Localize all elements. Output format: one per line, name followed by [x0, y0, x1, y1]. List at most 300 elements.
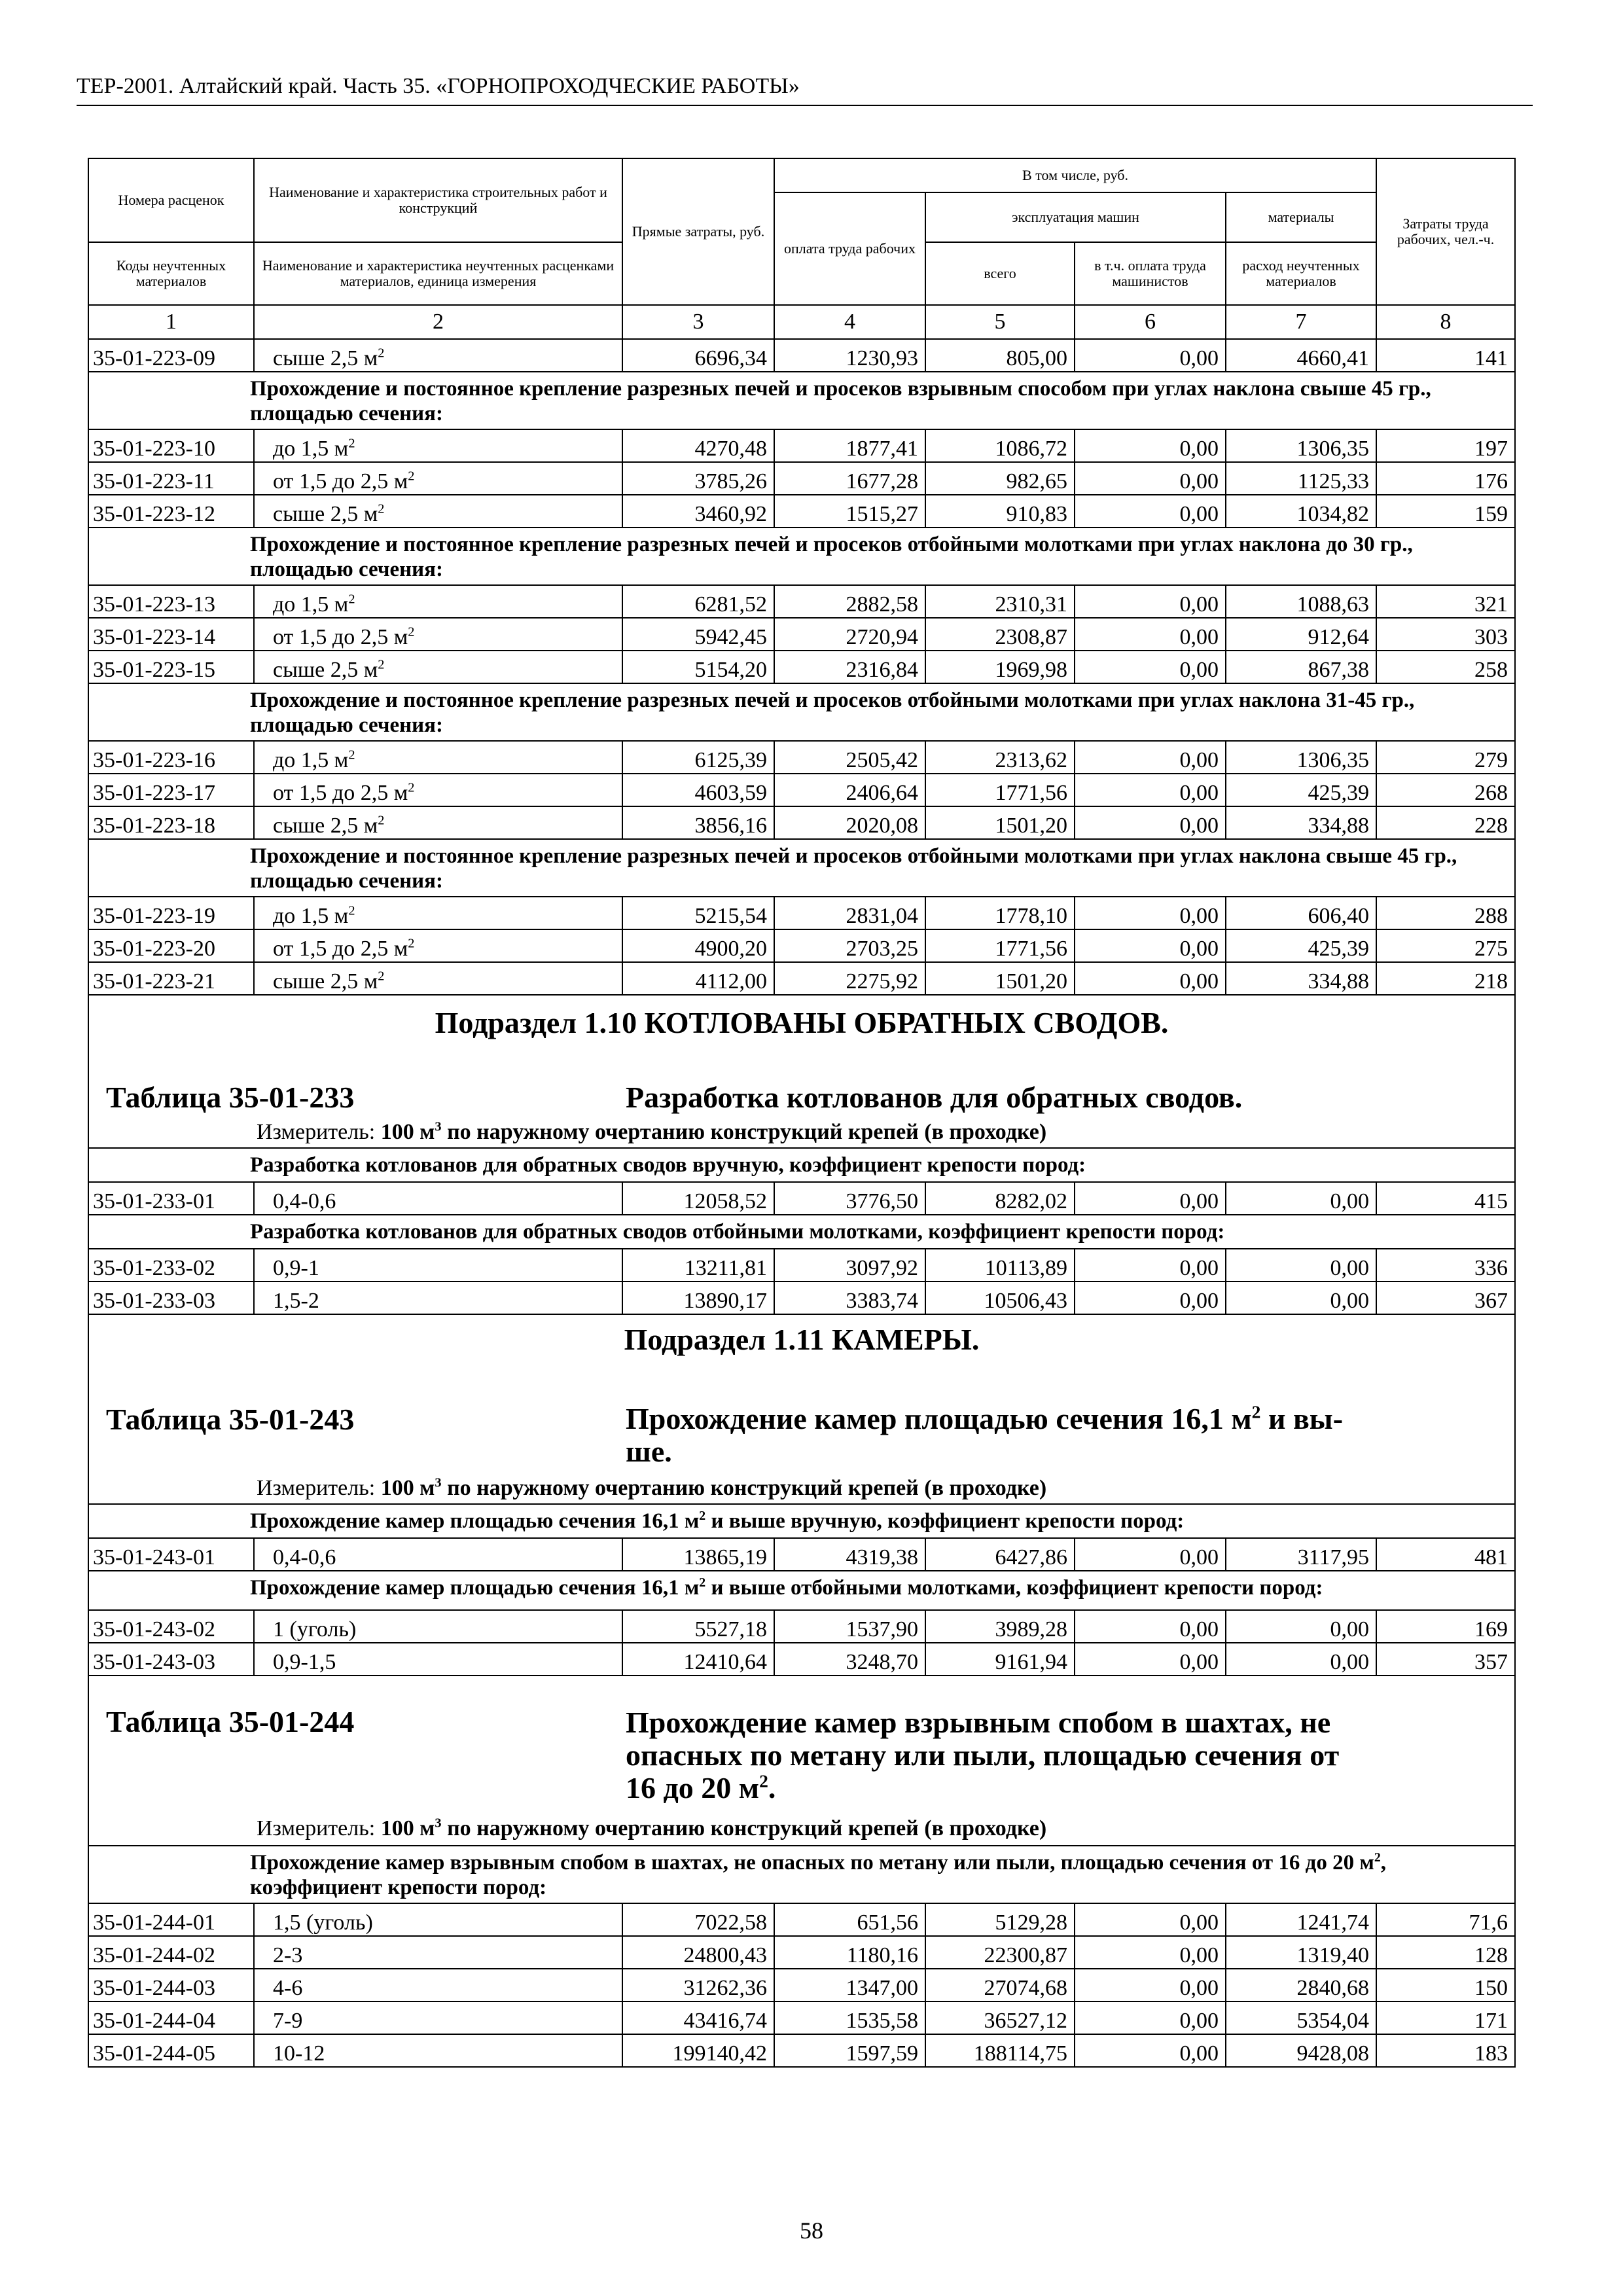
cell-text: 35-01-223-19	[93, 904, 215, 928]
cell-work-description	[254, 1538, 622, 1571]
group-heading-row	[88, 839, 1515, 897]
cell-text: 1306,35	[1296, 748, 1370, 772]
cell-text: 4603,59	[694, 781, 767, 805]
cell-worker-pay	[774, 462, 925, 495]
cell-work-description	[254, 741, 622, 774]
cell-direct-costs	[622, 1903, 774, 1936]
cell-labor-hours	[1376, 585, 1515, 618]
cell-work-description	[254, 897, 622, 929]
cell-work-description	[254, 962, 622, 995]
cell-worker-pay	[774, 962, 925, 995]
cell-text: 36527,12	[984, 2009, 1067, 2033]
table-row	[88, 429, 1515, 462]
group-heading: Прохождение и постоянное крепление разрезных печей и просеков отбойными молотками при углах наклона 31-45 гр., площадью сечения:	[88, 683, 1515, 741]
cell-worker-pay	[774, 929, 925, 962]
cell-text: 3785,26	[694, 469, 767, 493]
cell-worker-pay	[774, 806, 925, 839]
cell-work-description	[254, 585, 622, 618]
cell-text: 2313,62	[995, 748, 1067, 772]
cell-labor-hours	[1376, 962, 1515, 995]
cell-direct-costs	[622, 2034, 774, 2067]
cell-text: 128	[1474, 1943, 1508, 1967]
cell-work-description	[254, 806, 622, 839]
table-row	[88, 897, 1515, 929]
table-row	[88, 741, 1515, 774]
cell-text: от 1,5 до 2,5 м	[273, 469, 408, 493]
column-numbers-row	[88, 305, 1515, 339]
cell-text: 0,4-0,6	[273, 1189, 336, 1213]
cell-labor-hours	[1376, 1936, 1515, 1969]
table-row	[88, 651, 1515, 683]
cell-machinist-pay	[1075, 897, 1226, 929]
cell-text: 0,00	[1179, 1650, 1219, 1674]
cell-labor-hours	[1376, 651, 1515, 683]
cell-text: 1501,20	[995, 814, 1067, 838]
cell-text: 31262,36	[683, 1976, 767, 2000]
cell-text: до 1,5 м	[273, 904, 349, 928]
cell-machines-total	[925, 962, 1075, 995]
header-materials: материалы	[1226, 192, 1376, 242]
cell-machinist-pay	[1075, 1936, 1226, 1969]
cell-rate-code	[88, 2001, 254, 2034]
unit-superscript: 2	[378, 813, 385, 828]
unit-superscript: 2	[408, 936, 415, 951]
cell-text: 159	[1474, 502, 1508, 526]
cell-machines-total	[925, 1182, 1075, 1215]
table-row	[88, 774, 1515, 806]
cell-text: 0,00	[1179, 625, 1219, 649]
column-number: 2	[254, 305, 622, 339]
header-labor-hours: Затраты труда рабочих, чел.-ч.	[1376, 158, 1515, 305]
cell-machines-total	[925, 1538, 1075, 1571]
group-heading-row	[88, 1504, 1515, 1538]
cell-machinist-pay	[1075, 1903, 1226, 1936]
cell-text: 2310,31	[995, 592, 1067, 617]
cell-text: 982,65	[1006, 469, 1067, 493]
cell-text: сыше 2,5 м	[273, 346, 378, 370]
cell-materials-cost	[1226, 1969, 1376, 2001]
unit-superscript: 2	[348, 436, 355, 451]
cell-direct-costs	[622, 806, 774, 839]
cell-machines-total	[925, 929, 1075, 962]
cell-machines-total	[925, 741, 1075, 774]
cell-materials-cost	[1226, 962, 1376, 995]
cell-text: 188114,75	[973, 2041, 1067, 2066]
table-title: Прохождение камер площадью сечения 16,1 $м^2$ и вы- ше.	[626, 1401, 1344, 1468]
measure-line: Измеритель: 100 $м^3$ по наружному очертанию конструкций крепей (в проходке)	[257, 1475, 1047, 1500]
cell-text: 1 (уголь)	[273, 1617, 357, 1641]
cell-rate-code	[88, 1643, 254, 1676]
header-material-names: Наименование и характеристика неучтенных расценками материалов, единица измерения	[254, 242, 622, 305]
cell-text: 1535,58	[846, 2009, 918, 2033]
cell-worker-pay	[774, 1610, 925, 1643]
cell-text: 10506,43	[984, 1289, 1067, 1313]
cell-materials-cost	[1226, 1538, 1376, 1571]
cell-text: 0,00	[1179, 1910, 1219, 1935]
cell-direct-costs	[622, 339, 774, 372]
cell-text: 1180,16	[846, 1943, 918, 1967]
column-number: 7	[1226, 305, 1376, 339]
cell-text: 35-01-223-11	[93, 469, 215, 493]
cell-work-description	[254, 1610, 622, 1643]
cell-text: 27074,68	[984, 1976, 1067, 2000]
cell-machinist-pay	[1075, 929, 1226, 962]
cell-text: 0,00	[1179, 346, 1219, 370]
cell-direct-costs	[622, 618, 774, 651]
cell-text: 183	[1474, 2041, 1508, 2066]
cell-labor-hours	[1376, 1969, 1515, 2001]
cell-text: 303	[1474, 625, 1508, 649]
cell-machines-total	[925, 618, 1075, 651]
cell-text: 35-01-223-14	[93, 625, 215, 649]
cell-labor-hours	[1376, 1249, 1515, 1282]
table-row	[88, 1249, 1515, 1282]
cell-text: 367	[1474, 1289, 1508, 1313]
cell-text: 1597,59	[846, 2041, 918, 2066]
cell-machinist-pay	[1075, 1610, 1226, 1643]
cell-worker-pay	[774, 1182, 925, 1215]
cell-text: 35-01-244-04	[93, 2009, 215, 2033]
cell-text: 35-01-243-02	[93, 1617, 215, 1641]
table-number: Таблица 35-01-243	[106, 1403, 355, 1436]
cell-text: 6427,86	[995, 1545, 1067, 1570]
cell-text: 9161,94	[995, 1650, 1067, 1674]
cell-materials-cost	[1226, 774, 1376, 806]
cell-machinist-pay	[1075, 1182, 1226, 1215]
cell-text: 1347,00	[846, 1976, 918, 2000]
header-rule	[77, 105, 1533, 106]
group-heading-row	[88, 528, 1515, 585]
unit-superscript: 2	[378, 657, 385, 672]
cell-text: 1969,98	[995, 658, 1067, 682]
cell-worker-pay	[774, 618, 925, 651]
cell-materials-cost	[1226, 1282, 1376, 1314]
cell-text: 0,00	[1179, 592, 1219, 617]
cell-text: 1241,74	[1296, 1910, 1370, 1935]
group-heading: Разработка котлованов для обратных сводов вручную, коэффициент крепости пород:	[88, 1148, 1515, 1182]
group-heading-row	[88, 372, 1515, 429]
cell-rate-code	[88, 1282, 254, 1314]
group-heading: Разработка котлованов для обратных сводов отбойными молотками, коэффициент крепости пород:	[88, 1215, 1515, 1249]
cell-text: 35-01-244-01	[93, 1910, 215, 1935]
cell-labor-hours	[1376, 774, 1515, 806]
cell-text: 334,88	[1308, 814, 1370, 838]
unit-superscript: 2	[348, 592, 355, 607]
cell-materials-cost	[1226, 2001, 1376, 2034]
cell-machinist-pay	[1075, 1538, 1226, 1571]
cell-text: 228	[1474, 814, 1508, 838]
cell-labor-hours	[1376, 1643, 1515, 1676]
cell-work-description	[254, 1182, 622, 1215]
cell-text: 35-01-244-02	[93, 1943, 215, 1967]
cell-work-description	[254, 495, 622, 528]
cell-rate-code	[88, 339, 254, 372]
cell-worker-pay	[774, 1538, 925, 1571]
cell-text: 3460,92	[694, 502, 767, 526]
cell-rate-code	[88, 774, 254, 806]
unit-superscript: 2	[348, 903, 355, 918]
unit-superscript: 2	[408, 469, 415, 484]
cell-machines-total	[925, 806, 1075, 839]
cell-text: 35-01-233-02	[93, 1256, 215, 1280]
cell-labor-hours	[1376, 618, 1515, 651]
cell-machinist-pay	[1075, 462, 1226, 495]
cell-text: 481	[1474, 1545, 1508, 1570]
cell-machinist-pay	[1075, 1282, 1226, 1314]
cell-worker-pay	[774, 741, 925, 774]
cell-text: 7-9	[273, 2009, 303, 2033]
cell-text: до 1,5 м	[273, 748, 349, 772]
cell-text: 6281,52	[694, 592, 767, 617]
cell-worker-pay	[774, 1282, 925, 1314]
cell-text: 425,39	[1308, 781, 1370, 805]
cell-text: 5942,45	[694, 625, 767, 649]
cell-text: 606,40	[1308, 904, 1370, 928]
cell-text: 13211,81	[684, 1256, 767, 1280]
cell-direct-costs	[622, 897, 774, 929]
cell-labor-hours	[1376, 462, 1515, 495]
cell-machines-total	[925, 462, 1075, 495]
cell-machinist-pay	[1075, 585, 1226, 618]
cell-machinist-pay	[1075, 1969, 1226, 2001]
cell-text: 12410,64	[683, 1650, 767, 1674]
cell-text: 3383,74	[846, 1289, 918, 1313]
cell-text: 0,00	[1179, 1943, 1219, 1967]
cell-labor-hours	[1376, 1610, 1515, 1643]
cell-text: 35-01-223-17	[93, 781, 215, 805]
cell-direct-costs	[622, 1643, 774, 1676]
cell-work-description	[254, 1969, 622, 2001]
cell-rate-code	[88, 806, 254, 839]
cell-text: 0,00	[1179, 469, 1219, 493]
cell-direct-costs	[622, 495, 774, 528]
cell-labor-hours	[1376, 2034, 1515, 2067]
cell-text: 43416,74	[683, 2009, 767, 2033]
group-heading: Прохождение и постоянное крепление разрезных печей и просеков отбойными молотками при углах наклона до 30 гр., площадью сечения:	[88, 528, 1515, 585]
cell-machinist-pay	[1075, 339, 1226, 372]
cell-machines-total	[925, 897, 1075, 929]
table-row	[88, 1969, 1515, 2001]
cell-text: 321	[1474, 592, 1508, 617]
cell-machinist-pay	[1075, 741, 1226, 774]
cell-worker-pay	[774, 2034, 925, 2067]
cell-direct-costs	[622, 462, 774, 495]
cell-rate-code	[88, 1249, 254, 1282]
cell-rate-code	[88, 741, 254, 774]
cell-work-description	[254, 2001, 622, 2034]
cell-text: 288	[1474, 904, 1508, 928]
cell-text: 1877,41	[846, 437, 918, 461]
cell-text: 2020,08	[846, 814, 918, 838]
cell-machinist-pay	[1075, 806, 1226, 839]
cell-text: 10113,89	[984, 1256, 1067, 1280]
cell-text: 1,5-2	[273, 1289, 319, 1313]
cell-materials-cost	[1226, 585, 1376, 618]
cell-worker-pay	[774, 1249, 925, 1282]
cell-text: 4-6	[273, 1976, 303, 2000]
cell-machinist-pay	[1075, 618, 1226, 651]
cell-text: 8282,02	[995, 1189, 1067, 1213]
cell-text: от 1,5 до 2,5 м	[273, 937, 408, 961]
cell-text: 2505,42	[846, 748, 918, 772]
cell-work-description	[254, 2034, 622, 2067]
cell-materials-cost	[1226, 495, 1376, 528]
cell-work-description	[254, 339, 622, 372]
cell-text: 2275,92	[846, 969, 918, 994]
cell-text: 5215,54	[694, 904, 767, 928]
cell-text: 5129,28	[995, 1910, 1067, 1935]
cell-text: 0,00	[1179, 502, 1219, 526]
table-233-header-block	[88, 995, 1515, 1148]
cell-rate-code	[88, 1936, 254, 1969]
measure-line: Измеритель: 100 $м^3$ по наружному очертанию конструкций крепей (в проходке)	[257, 1816, 1047, 1840]
cell-worker-pay	[774, 897, 925, 929]
header-machinist-pay: в т.ч. оплата труда машинистов	[1075, 242, 1226, 305]
cell-text: 2308,87	[995, 625, 1067, 649]
cell-worker-pay	[774, 774, 925, 806]
header-machine-operation: эксплуатация машин	[925, 192, 1226, 242]
cell-text: 5154,20	[694, 658, 767, 682]
cell-materials-cost	[1226, 1182, 1376, 1215]
cell-work-description	[254, 1903, 622, 1936]
cell-machines-total	[925, 1936, 1075, 1969]
column-number: 6	[1075, 305, 1226, 339]
table-title: Прохождение камер взрывным спобом в шахтах, не опасных по метану или пыли, площадью сечения от 16 до 20 $м^2$.	[626, 1706, 1340, 1804]
cell-text: 199140,42	[672, 2041, 767, 2066]
cell-direct-costs	[622, 774, 774, 806]
cell-labor-hours	[1376, 339, 1515, 372]
cell-machinist-pay	[1075, 1643, 1226, 1676]
cell-text: 1319,40	[1296, 1943, 1370, 1967]
cell-direct-costs	[622, 929, 774, 962]
cell-text: 4112,00	[695, 969, 767, 994]
cell-text: 2831,04	[846, 904, 918, 928]
cell-text: 13890,17	[683, 1289, 767, 1313]
column-number: 5	[925, 305, 1075, 339]
cell-rate-code	[88, 2034, 254, 2067]
cell-text: 0,9-1,5	[273, 1650, 336, 1674]
cell-text: 35-01-233-03	[93, 1289, 215, 1313]
header-rate-numbers: Номера расценок	[88, 158, 254, 242]
cell-labor-hours	[1376, 1903, 1515, 1936]
cell-text: 0,00	[1179, 937, 1219, 961]
cell-text: 425,39	[1308, 937, 1370, 961]
cell-text: 0,00	[1179, 748, 1219, 772]
cell-machines-total	[925, 585, 1075, 618]
cell-text: 415	[1474, 1189, 1508, 1213]
cell-text: 4319,38	[846, 1545, 918, 1570]
cell-materials-cost	[1226, 339, 1376, 372]
cell-text: 0,00	[1330, 1256, 1370, 1280]
cell-text: 171	[1474, 2009, 1508, 2033]
header-including: В том числе, руб.	[774, 158, 1376, 192]
cell-materials-cost	[1226, 618, 1376, 651]
cell-work-description	[254, 1282, 622, 1314]
column-number: 3	[622, 305, 774, 339]
cell-text: от 1,5 до 2,5 м	[273, 625, 408, 649]
cell-machinist-pay	[1075, 962, 1226, 995]
cell-text: 1306,35	[1296, 437, 1370, 461]
cell-work-description	[254, 651, 622, 683]
cell-text: 651,56	[857, 1910, 918, 1935]
table-row	[88, 1282, 1515, 1314]
table-row	[88, 1610, 1515, 1643]
group-heading-row	[88, 1215, 1515, 1249]
cell-labor-hours	[1376, 806, 1515, 839]
cell-text: 0,00	[1179, 1976, 1219, 2000]
cell-text: 1677,28	[846, 469, 918, 493]
cell-materials-cost	[1226, 806, 1376, 839]
cell-materials-cost	[1226, 651, 1376, 683]
cell-text: 336	[1474, 1256, 1508, 1280]
cell-text: 0,00	[1179, 437, 1219, 461]
table-row	[88, 806, 1515, 839]
cell-text: 12058,52	[683, 1189, 767, 1213]
header-material-codes: Коды неучтенных материалов	[88, 242, 254, 305]
table-row	[88, 618, 1515, 651]
cell-text: 0,00	[1179, 814, 1219, 838]
cell-text: 35-01-243-03	[93, 1650, 215, 1674]
group-heading-row	[88, 683, 1515, 741]
cell-labor-hours	[1376, 1538, 1515, 1571]
cell-machinist-pay	[1075, 774, 1226, 806]
cell-materials-cost	[1226, 1936, 1376, 1969]
cell-text: 1086,72	[995, 437, 1067, 461]
cell-text: 0,00	[1179, 2041, 1219, 2066]
cell-text: 35-01-223-12	[93, 502, 215, 526]
group-heading-row	[88, 1846, 1515, 1903]
cell-text: до 1,5 м	[273, 437, 349, 461]
cell-direct-costs	[622, 1538, 774, 1571]
cell-text: 0,00	[1179, 658, 1219, 682]
cell-text: 150	[1474, 1976, 1508, 2000]
cell-machinist-pay	[1075, 429, 1226, 462]
cell-work-description	[254, 774, 622, 806]
unit-superscript: 2	[408, 780, 415, 795]
cell-direct-costs	[622, 1610, 774, 1643]
cell-text: 279	[1474, 748, 1508, 772]
page-number: 58	[800, 2217, 823, 2244]
cell-direct-costs	[622, 429, 774, 462]
cell-rate-code	[88, 929, 254, 962]
cell-rate-code	[88, 585, 254, 618]
cell-machines-total	[925, 651, 1075, 683]
cell-text: 2882,58	[846, 592, 918, 617]
cell-text: 2703,25	[846, 937, 918, 961]
cell-machines-total	[925, 339, 1075, 372]
cell-text: 1501,20	[995, 969, 1067, 994]
cell-text: 218	[1474, 969, 1508, 994]
cell-labor-hours	[1376, 929, 1515, 962]
header-worker-pay: оплата труда рабочих	[774, 192, 925, 305]
cell-direct-costs	[622, 741, 774, 774]
cell-work-description	[254, 1936, 622, 1969]
cell-text: 1778,10	[995, 904, 1067, 928]
cell-materials-cost	[1226, 897, 1376, 929]
cell-text: 35-01-223-21	[93, 969, 215, 994]
cell-text: 0,9-1	[273, 1256, 319, 1280]
cell-direct-costs	[622, 1182, 774, 1215]
table-row	[88, 962, 1515, 995]
cell-text: 268	[1474, 781, 1508, 805]
table-row	[88, 929, 1515, 962]
cell-text: 912,64	[1308, 625, 1370, 649]
cell-text: 0,00	[1330, 1289, 1370, 1313]
cell-text: 2720,94	[846, 625, 918, 649]
cell-text: сыше 2,5 м	[273, 502, 378, 526]
cell-machinist-pay	[1075, 1249, 1226, 1282]
subsection-title: Подраздел 1.11 КАМЕРЫ.	[624, 1323, 980, 1356]
